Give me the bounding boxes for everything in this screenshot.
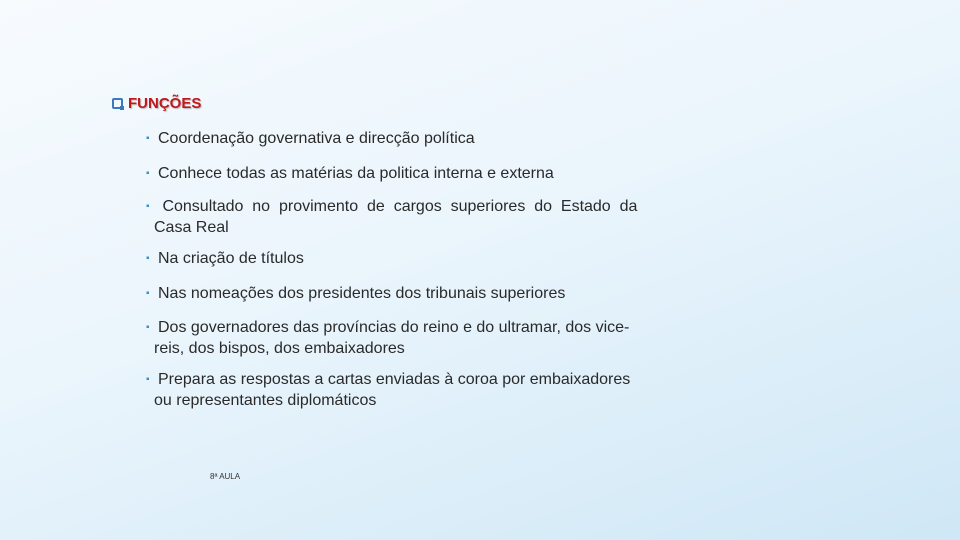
list-item-text-continued: Casa Real	[154, 219, 229, 236]
list-item	[146, 163, 694, 184]
list-item	[146, 196, 694, 238]
bullet-marker-icon: ▪	[146, 201, 150, 212]
list-item	[146, 317, 694, 359]
list-item-text: Conhece todas as matérias da politica interna e externa	[158, 165, 554, 182]
checkbox-bullet-icon	[112, 98, 123, 109]
section-heading-text: FUNÇÕES	[128, 95, 202, 112]
list-item-text-continued: reis, dos bispos, dos embaixadores	[154, 340, 405, 357]
bullet-marker-icon: ▪	[146, 168, 150, 179]
bullet-marker-icon: ▪	[146, 322, 150, 333]
section-heading	[112, 95, 201, 112]
bullet-marker-icon: ▪	[146, 374, 150, 385]
list-item	[146, 248, 694, 269]
list-item-text: Na criação de títulos	[158, 250, 304, 267]
list-item-text: Dos governadores das províncias do reino e do ultramar, dos vice-	[158, 319, 630, 336]
bullet-marker-icon: ▪	[146, 133, 150, 144]
list-item	[146, 283, 694, 304]
list-item-text: Coordenação governativa e direcção política	[158, 130, 475, 147]
list-item-text-continued: ou representantes diplomáticos	[154, 392, 377, 409]
list-item-text: Nas nomeações dos presidentes dos tribunais superiores	[158, 285, 566, 302]
footer-label: 8ª AULA	[210, 472, 241, 481]
list-item-text: Consultado no provimento de cargos superiores do Estado da	[158, 198, 638, 215]
bullet-marker-icon: ▪	[146, 288, 150, 299]
list-item	[146, 128, 694, 149]
bullet-marker-icon: ▪	[146, 253, 150, 264]
list-item-text: Prepara as respostas a cartas enviadas à coroa por embaixadores	[158, 371, 631, 388]
list-item	[146, 369, 694, 411]
